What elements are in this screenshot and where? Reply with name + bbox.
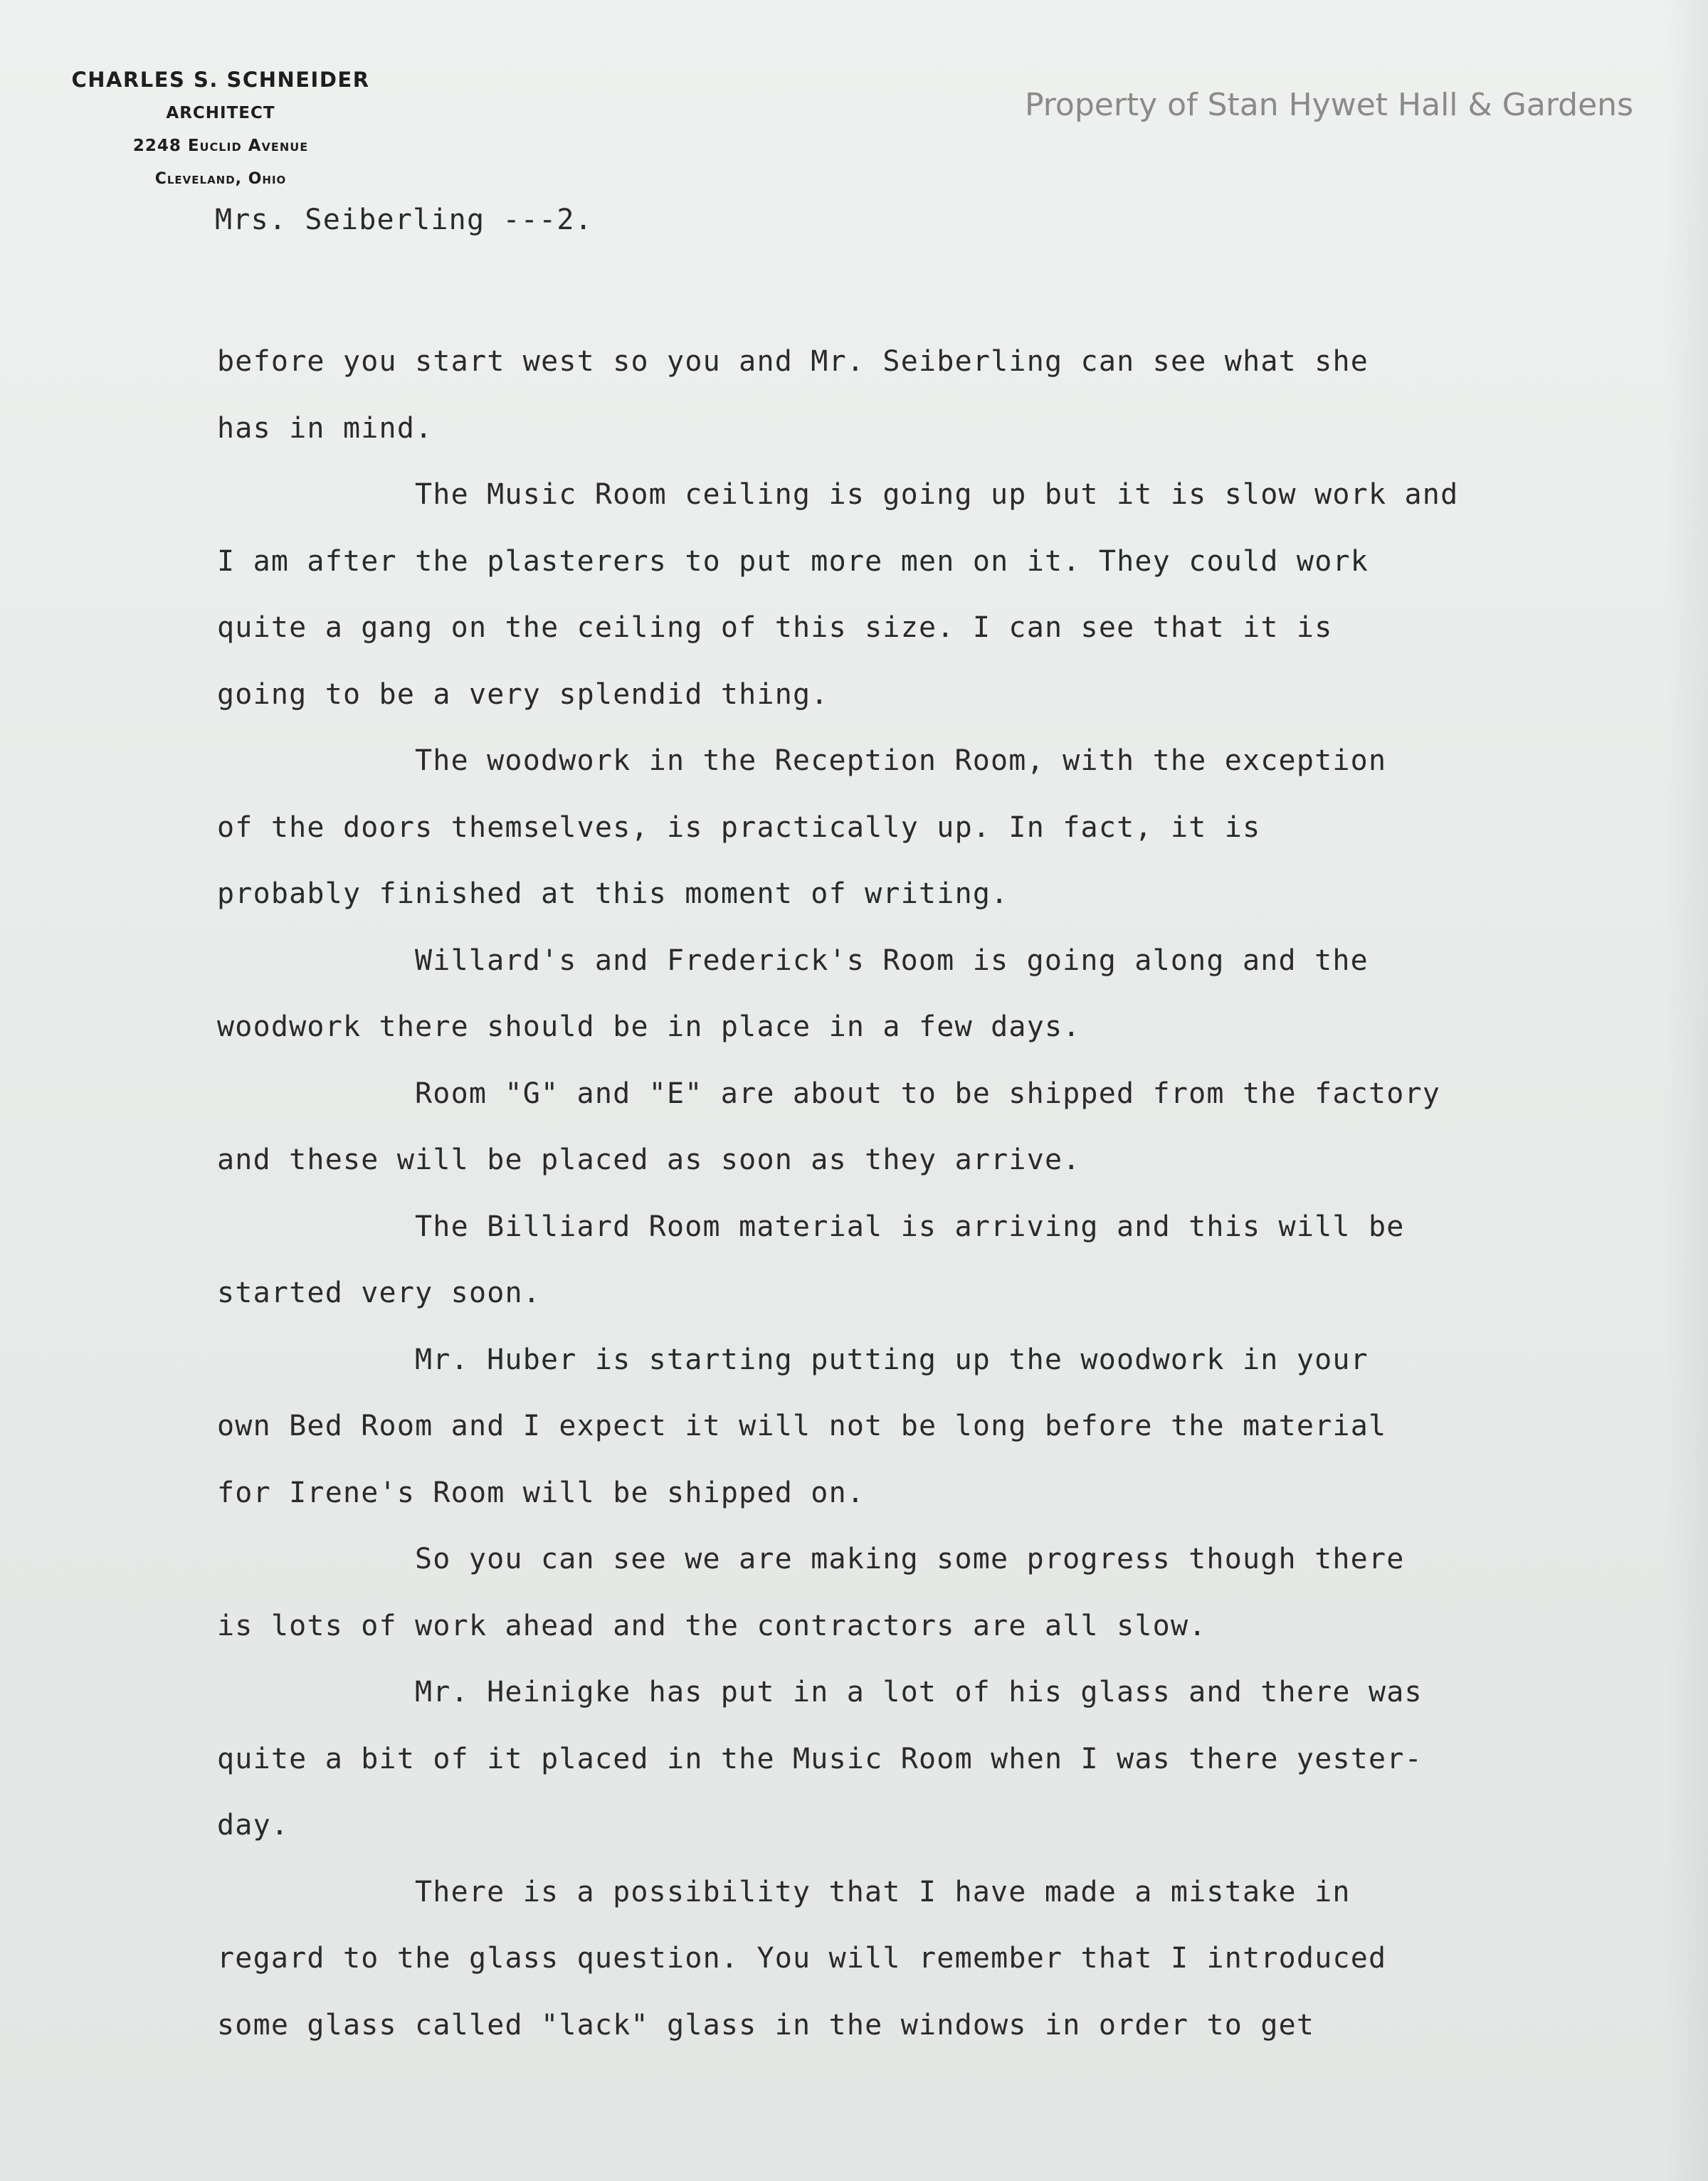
- body-line: The Billiard Room material is arriving and this will be: [415, 1210, 1405, 1243]
- body-line: is lots of work ahead and the contractors are all slow.: [217, 1609, 1207, 1642]
- body-line: The woodwork in the Reception Room, with the exception: [415, 744, 1387, 777]
- letterhead-city: Cleveland, Ohio: [154, 170, 287, 188]
- letterhead-street: 2248 Euclid Avenue: [132, 137, 309, 155]
- body-line: quite a gang on the ceiling of this size. I can see that it is: [217, 611, 1333, 644]
- body-line: Room "G" and "E" are about to be shipped from the factory: [415, 1077, 1441, 1110]
- body-line: Mr. Heinigke has put in a lot of his glass and there was: [415, 1676, 1423, 1709]
- body-line: So you can see we are making some progress though there: [415, 1543, 1405, 1575]
- body-line: for Irene's Room will be shipped on.: [217, 1476, 865, 1509]
- body-line: I am after the plasterers to put more men on it. They could work: [217, 544, 1369, 578]
- letterhead-title: ARCHITECT: [166, 104, 275, 122]
- body-line: The Music Room ceiling is going up but it is slow work and: [415, 478, 1459, 511]
- body-line: has in mind.: [217, 411, 433, 445]
- body-line: There is a possibility that I have made a mistake in: [415, 1875, 1351, 1908]
- body-line: regard to the glass question. You will remember that I introduced: [217, 1942, 1387, 1975]
- page-header: Mrs. Seiberling ---2.: [215, 204, 593, 236]
- body-line: and these will be placed as soon as they arrive.: [217, 1144, 1081, 1176]
- body-line: started very soon.: [217, 1277, 542, 1309]
- letterhead: [43, 63, 399, 196]
- body-line: own Bed Room and I expect it will not be long before the material: [217, 1410, 1387, 1442]
- letter-body: [217, 334, 1583, 2064]
- property-watermark: Property of Stan Hywet Hall & Gardens: [1025, 87, 1633, 123]
- body-line: quite a bit of it placed in the Music Room when I was there yester-: [217, 1742, 1423, 1775]
- body-line: woodwork there should be in place in a few days.: [217, 1010, 1081, 1043]
- body-line: Willard's and Frederick's Room is going along and the: [415, 944, 1369, 977]
- body-line: probably finished at this moment of writing.: [217, 877, 1009, 910]
- body-line: going to be a very splendid thing.: [217, 677, 829, 711]
- page-edge-shadow: [1665, 0, 1708, 2181]
- body-line: some glass called "lack" glass in the windows in order to get: [217, 2008, 1315, 2042]
- body-line: of the doors themselves, is practically up. In fact, it is: [217, 810, 1261, 844]
- body-line: before you start west so you and Mr. Seiberling can see what she: [217, 345, 1369, 378]
- body-line: Mr. Huber is starting putting up the woodwork in your: [415, 1343, 1369, 1376]
- letterhead-name: CHARLES S. SCHNEIDER: [71, 68, 370, 92]
- body-line: day.: [217, 1809, 290, 1842]
